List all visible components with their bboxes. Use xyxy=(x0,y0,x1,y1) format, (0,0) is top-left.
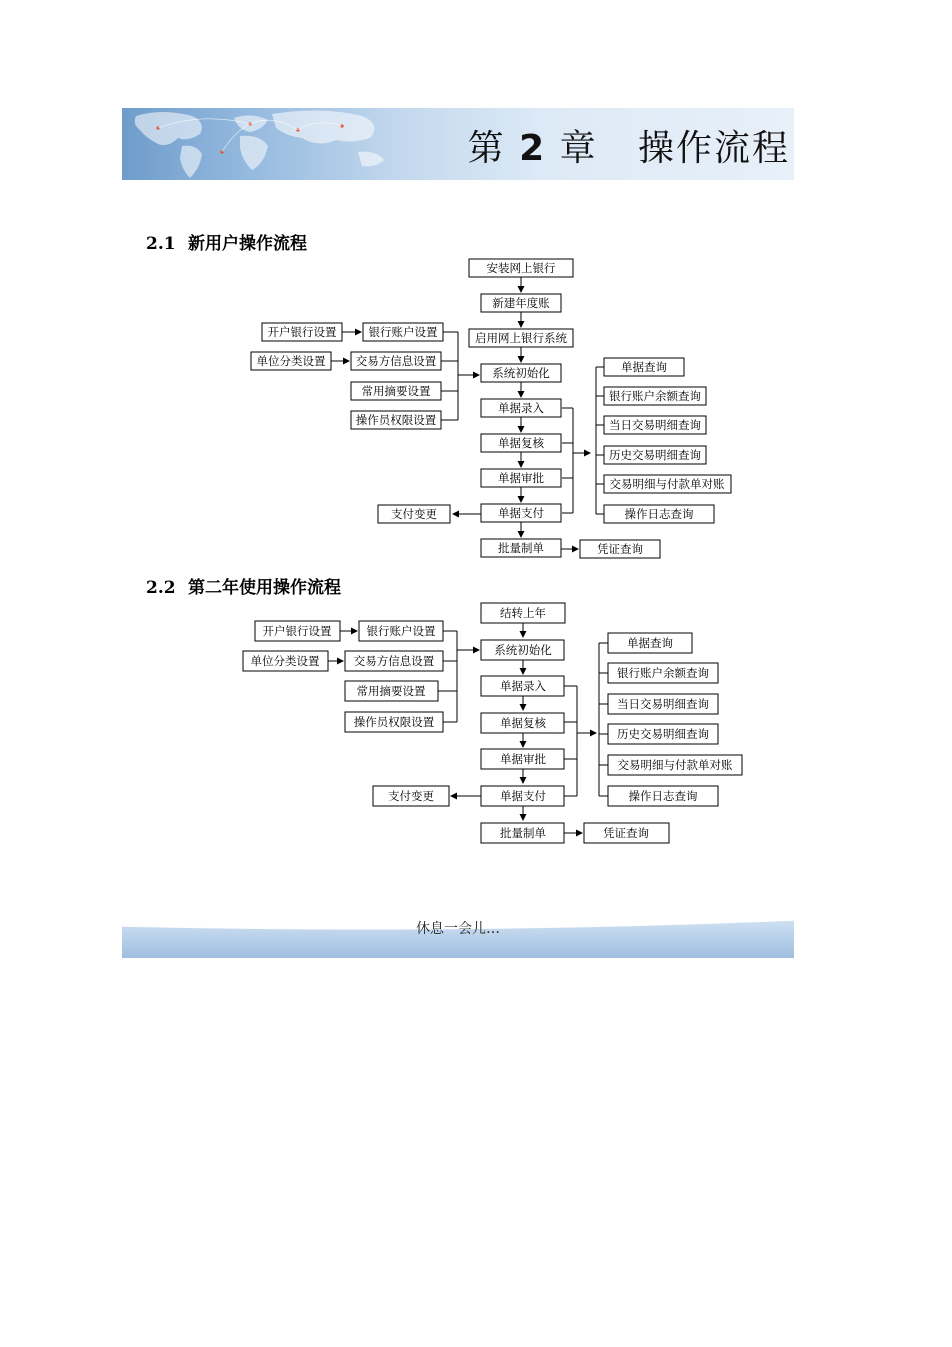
footer-text: 休息一会儿… xyxy=(416,921,500,937)
flow-step-label: 新建年度账 xyxy=(492,296,550,310)
flow-step-label: 单据复核 xyxy=(500,716,546,730)
flow-setup-label: 操作员权限设置 xyxy=(353,715,435,729)
flow-query-label: 交易明细与付款单对账 xyxy=(617,758,733,772)
flow-step-label: 批量制单 xyxy=(500,826,546,840)
flow-setup-label: 操作员权限设置 xyxy=(355,413,437,427)
flow-query-label: 历史交易明细查询 xyxy=(609,448,701,462)
section-title: 第二年使用操作流程 xyxy=(188,578,341,598)
flow-voucher-query-label: 凭证查询 xyxy=(597,542,643,556)
flow-query-label: 银行账户余额查询 xyxy=(609,389,701,403)
flow-query-label: 单据查询 xyxy=(621,360,667,374)
section-number: 2.2 xyxy=(146,578,176,598)
flow-query-label: 操作日志查询 xyxy=(624,507,694,521)
section-number: 2.1 xyxy=(146,234,176,254)
flow-query-label: 当日交易明细查询 xyxy=(617,697,709,711)
flow-setup-label: 常用摘要设置 xyxy=(356,684,426,698)
flow-step-label: 单据审批 xyxy=(498,471,544,485)
flow-setup-label: 银行账户设置 xyxy=(368,325,438,339)
flow-step-label: 单据审批 xyxy=(500,752,546,766)
flow-setup-label: 开户银行设置 xyxy=(262,624,332,638)
flow-step-label: 系统初始化 xyxy=(492,366,550,380)
footer-banner xyxy=(122,912,794,958)
flow-setup-label: 单位分类设置 xyxy=(256,354,326,368)
flow-pay-change-label: 支付变更 xyxy=(388,789,434,803)
flow-query-label: 交易明细与付款单对账 xyxy=(609,477,725,491)
flow-query-label: 当日交易明细查询 xyxy=(609,418,701,432)
flow-step-label: 单据录入 xyxy=(498,401,544,415)
flow-step-label: 单据支付 xyxy=(500,789,546,803)
flow-setup-label: 常用摘要设置 xyxy=(361,384,431,398)
flow-step-label: 启用网上银行系统 xyxy=(475,331,567,345)
flow-step-label: 单据录入 xyxy=(500,679,546,693)
flow-setup-label: 交易方信息设置 xyxy=(353,654,435,668)
chapter-title: 第 2 章 操作流程 xyxy=(467,128,790,169)
flow-pay-change-label: 支付变更 xyxy=(391,507,437,521)
flow-step-label: 批量制单 xyxy=(498,541,544,555)
flow-step-label: 单据支付 xyxy=(498,506,544,520)
flow-setup-label: 银行账户设置 xyxy=(366,624,436,638)
flow-query-label: 单据查询 xyxy=(627,636,673,650)
flow-query-label: 操作日志查询 xyxy=(628,789,698,803)
flow-setup-label: 单位分类设置 xyxy=(250,654,320,668)
flow-step-label: 结转上年 xyxy=(500,606,546,620)
flow-voucher-query-label: 凭证查询 xyxy=(603,826,649,840)
flow-query-label: 银行账户余额查询 xyxy=(617,666,709,680)
section-title: 新用户操作流程 xyxy=(188,234,307,254)
flow-step-label: 安装网上银行 xyxy=(486,261,556,275)
flow-step-label: 单据复核 xyxy=(498,436,544,450)
flow-step-label: 系统初始化 xyxy=(494,643,552,657)
flow-setup-label: 交易方信息设置 xyxy=(355,354,437,368)
flow-query-label: 历史交易明细查询 xyxy=(617,727,709,741)
flow-setup-label: 开户银行设置 xyxy=(267,325,337,339)
